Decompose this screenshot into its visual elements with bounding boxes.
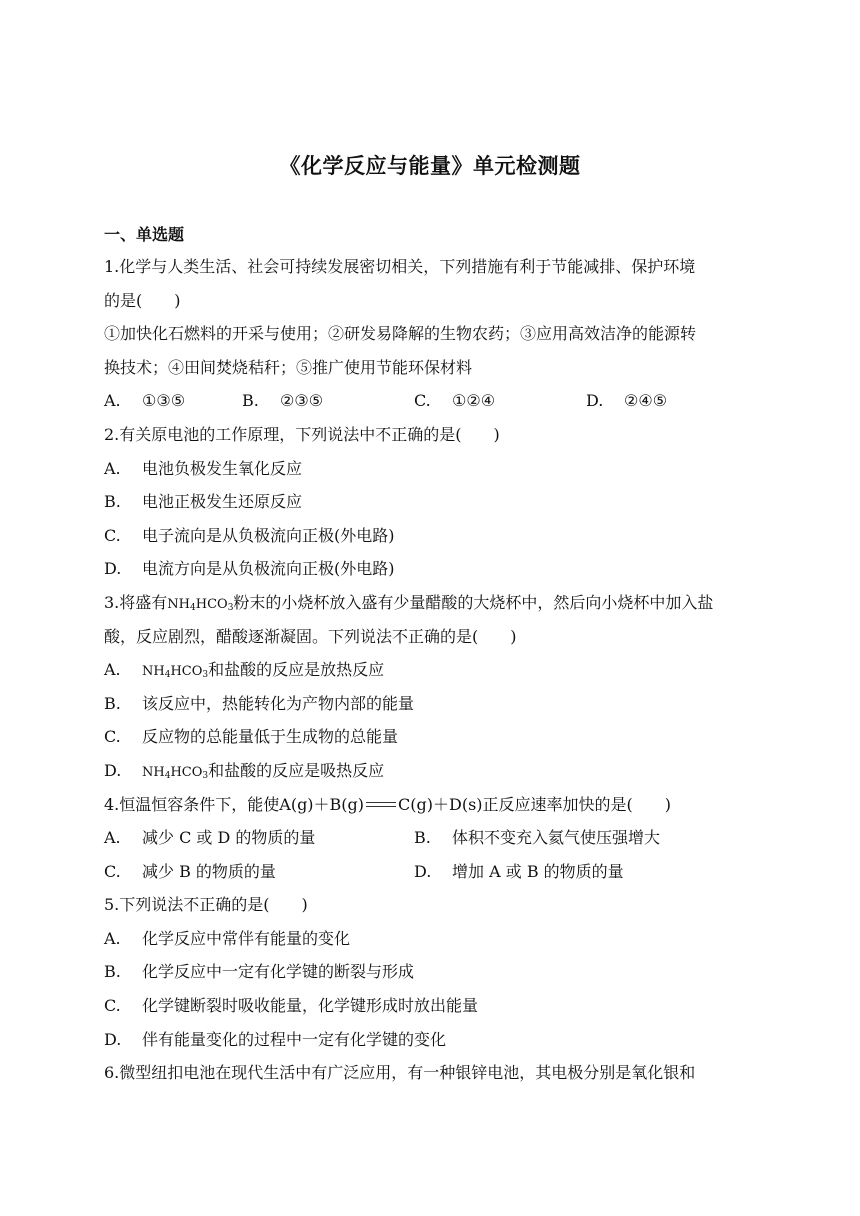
option-b: B. ②③⑤ [242, 391, 324, 411]
question-4-stem: 4.恒温恒容条件下，能使A(g)＋B(g) C(g)＋D(s)正反应速率加快的是( ) [104, 794, 672, 814]
question-1-statements: ①加快化石燃料的开采与使用；②研发易降解的生物农药；③应用高效洁净的能源转 [104, 324, 697, 344]
chemical-formula: $NH_4HCO_3$ [167, 596, 234, 613]
question-4-options-row2 [104, 855, 764, 889]
question-3-stem: 3.将盛有$NH_4HCO_3$粉末的小烧杯放入盛有少量醋酸的大烧杯中，然后向小烧杯中加入盐 [104, 592, 714, 613]
chemical-formula: $NH_4HCO_3$ [142, 764, 209, 781]
question-1-statements-cont: 换技术；④田间焚烧秸秆；⑤推广使用节能环保材料 [104, 357, 473, 377]
option-c: C. ①②④ [414, 391, 496, 411]
option-d: D. $NH_4HCO_3$和盐酸的反应是吸热反应 [104, 760, 385, 781]
option-d: D. ②④⑤ [586, 391, 668, 411]
question-4-options-row1 [104, 821, 764, 855]
option-b: B. 化学反应中一定有化学键的断裂与形成 [104, 962, 415, 982]
option-a: A. 化学反应中常伴有能量的变化 [104, 928, 351, 948]
page-title: 《化学反应与能量》单元检测题 [279, 154, 581, 178]
question-1-stem-cont: 的是( ) [104, 290, 181, 310]
option-c: C. 减少 B 的物质的量 [104, 861, 276, 881]
question-5-stem: 5.下列说法不正确的是( ) [104, 895, 308, 915]
option-b: B. 体积不变充入氦气使压强增大 [414, 828, 661, 848]
section-heading: 一、单选题 [104, 225, 185, 244]
option-c: C. 电子流向是从负极流向正极(外电路) [104, 525, 395, 545]
option-d: D. 电流方向是从负极流向正极(外电路) [104, 559, 395, 579]
question-list [104, 250, 764, 1090]
option-c: C. 化学键断裂时吸收能量，化学键形成时放出能量 [104, 996, 479, 1016]
question-1-stem: 1.化学与人类生活、社会可持续发展密切相关，下列措施有利于节能减排、保护环境 [104, 257, 696, 276]
option-d: D. 增加 A 或 B 的物质的量 [414, 861, 624, 881]
equilibrium-sign-icon [364, 801, 398, 809]
option-d: D. 伴有能量变化的过程中一定有化学键的变化 [104, 1029, 447, 1049]
option-a: A. 减少 C 或 D 的物质的量 [104, 828, 316, 848]
option-a: A. 电池负极发生氧化反应 [104, 458, 303, 478]
question-1-options [104, 384, 764, 418]
chemical-formula: $NH_4HCO_3$ [142, 664, 209, 681]
option-b: B. 该反应中，热能转化为产物内部的能量 [104, 693, 415, 713]
option-a: A. ①③⑤ [104, 391, 186, 411]
option-b: B. 电池正极发生还原反应 [104, 492, 303, 512]
option-a: A. $NH_4HCO_3$和盐酸的反应是放热反应 [104, 660, 385, 681]
question-3-stem-cont: 酸，反应剧烈，醋酸逐渐凝固。下列说法不正确的是( ) [104, 626, 517, 646]
question-2-stem: 2.有关原电池的工作原理，下列说法中不正确的是( ) [104, 424, 500, 444]
question-6-stem: 6.微型纽扣电池在现代生活中有广泛应用，有一种银锌电池，其电极分别是氧化银和 [104, 1063, 696, 1083]
option-c: C. 反应物的总能量低于生成物的总能量 [104, 727, 399, 747]
